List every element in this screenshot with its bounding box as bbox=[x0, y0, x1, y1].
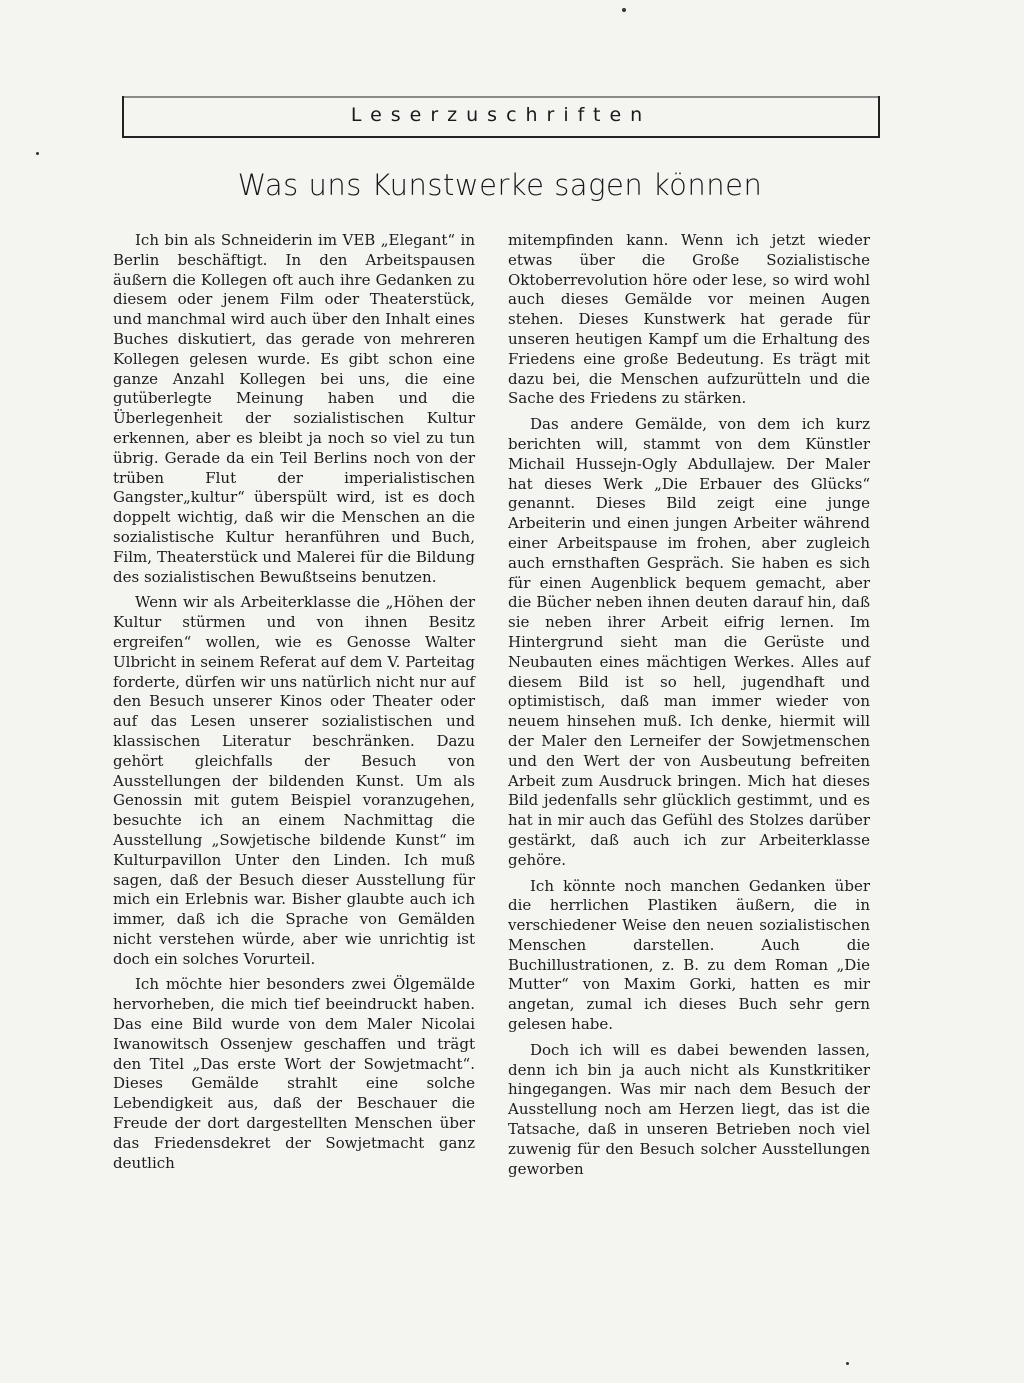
paragraph: Ich könnte noch manchen Gedanken über die herrlichen Plastiken äußern, die in verschiedener Weise den neuen sozialistischen Menschen darstellen. Auch die Buchillustrationen, z. B. zu dem Roman „Die Mutter“ von Maxim Gorki, hatten es mir angetan, zumal ich dieses Buch sehr gern gelesen habe. bbox=[508, 876, 870, 1034]
section-label: Leserzuschriften bbox=[350, 104, 652, 126]
print-speck bbox=[622, 8, 626, 12]
paragraph: Doch ich will es dabei bewenden lassen, denn ich bin ja auch nicht als Kunstkritiker hingegangen. Was mir nach dem Besuch der Ausstellung noch am Herzen liegt, das ist die Tatsache, daß in unseren Betrieben noch viel zuwenig für den Besuch solcher Ausstellungen geworben bbox=[508, 1040, 870, 1178]
paragraph: Ich möchte hier besonders zwei Ölgemälde hervorheben, die mich tief beeindruckt haben. Das eine Bild wurde von dem Maler Nicolai Iwanowitsch Ossenjew geschaffen und trägt den Titel „Das erste Wort der Sowjetmacht“. Dieses Gemälde strahlt eine solche Lebendigkeit aus, daß der Beschauer die Freude der dort dargestellten Menschen über das Friedensdekret der Sowjetmacht ganz deutlich bbox=[113, 975, 475, 1172]
print-speck bbox=[36, 152, 39, 155]
paragraph: Ich bin als Schneiderin im VEB „Elegant“ in Berlin beschäftigt. In den Arbeitspausen äußern die Kollegen oft auch ihre Gedanken zu diesem oder jenem Film oder Theaterstück, und manchmal wird auch über den Inhalt eines Buches diskutiert, das gerade von mehreren Kollegen gelesen wurde. Es gibt schon eine ganze Anzahl Kollegen bei uns, die eine gutüberlegte Meinung haben und die Überlegenheit der sozialistischen Kultur erkennen, aber es bleibt ja noch so viel zu tun übrig. Gerade da ein Teil Berlins noch von der trüben Flut der imperialistischen Gangster„kultur“ überspült wird, ist es doch doppelt wichtig, daß wir die Menschen an die sozialistische Kultur heranführen und Buch, Film, Theaterstück und Malerei für die Bildung des sozialistischen Bewußtseins benutzen. bbox=[113, 231, 475, 586]
right-column bbox=[508, 231, 870, 1185]
paragraph: Wenn wir als Arbeiterklasse die „Höhen der Kultur stürmen und von ihnen Besitz ergreifen“ wollen, wie es Genosse Walter Ulbricht in seinem Referat auf dem V. Parteitag forderte, dürfen wir uns natürlich nicht nur auf den Besuch unserer Kinos oder Theater oder auf das Lesen unserer sozialistischen und klassischen Literatur beschränken. Dazu gehört gleichfalls der Besuch von Ausstellungen der bildenden Kunst. Um als Genossin mit gutem Beispiel voranzugehen, besuchte ich an einem Nachmittag die Ausstellung „Sowjetische bildende Kunst“ im Kulturpavillon Unter den Linden. Ich muß sagen, daß der Besuch dieser Ausstellung für mich ein Erlebnis war. Bisher glaubte auch ich immer, daß ich die Sprache von Gemälden nicht verstehen würde, aber wie unrichtig ist doch ein solches Vorurteil. bbox=[113, 593, 475, 968]
paragraph-continuation: mitempfinden kann. Wenn ich jetzt wieder etwas über die Große Sozialistische Oktoberrevolution höre oder lese, so wird wohl auch dieses Gemälde vor meinen Augen stehen. Dieses Kunstwerk hat gerade für unseren heutigen Kampf um die Erhaltung des Friedens eine große Bedeutung. Es trägt mit dazu bei, die Menschen aufzurütteln und die Sache des Friedens zu stärken. bbox=[508, 231, 870, 408]
print-speck bbox=[846, 1362, 849, 1365]
left-column bbox=[113, 231, 475, 1179]
section-header-box bbox=[122, 96, 880, 136]
article-title: Was uns Kunstwerke sagen können bbox=[237, 168, 763, 202]
paragraph: Das andere Gemälde, von dem ich kurz berichten will, stammt von dem Künstler Michail Hussejn-Ogly Abdullajew. Der Maler hat dieses Werk „Die Erbauer des Glücks“ genannt. Dieses Bild zeigt eine junge Arbeiterin und einen jungen Arbeiter während einer Arbeitspause im frohen, aber zugleich auch ernsthaften Gespräch. Sie haben es sich für einen Augenblick bequem gemacht, aber die Bücher neben ihnen deuten darauf hin, daß sie neben ihrer Arbeit eifrig lernen. Im Hintergrund sieht man die Gerüste und Neubauten eines mächtigen Werkes. Alles auf diesem Bild ist so hell, jugendhaft und optimistisch, daß man immer wieder von neuem hinsehen muß. Ich denke, hiermit will der Maler den Lerneifer der Sowjetmenschen und den Wert der von Ausbeutung befreiten Arbeit zum Ausdruck bringen. Mich hat dieses Bild jedenfalls sehr glücklich gestimmt, und es hat in mir auch das Gefühl des Stolzes darüber gestärkt, daß auch ich zur Arbeiterklasse gehöre. bbox=[508, 415, 870, 869]
